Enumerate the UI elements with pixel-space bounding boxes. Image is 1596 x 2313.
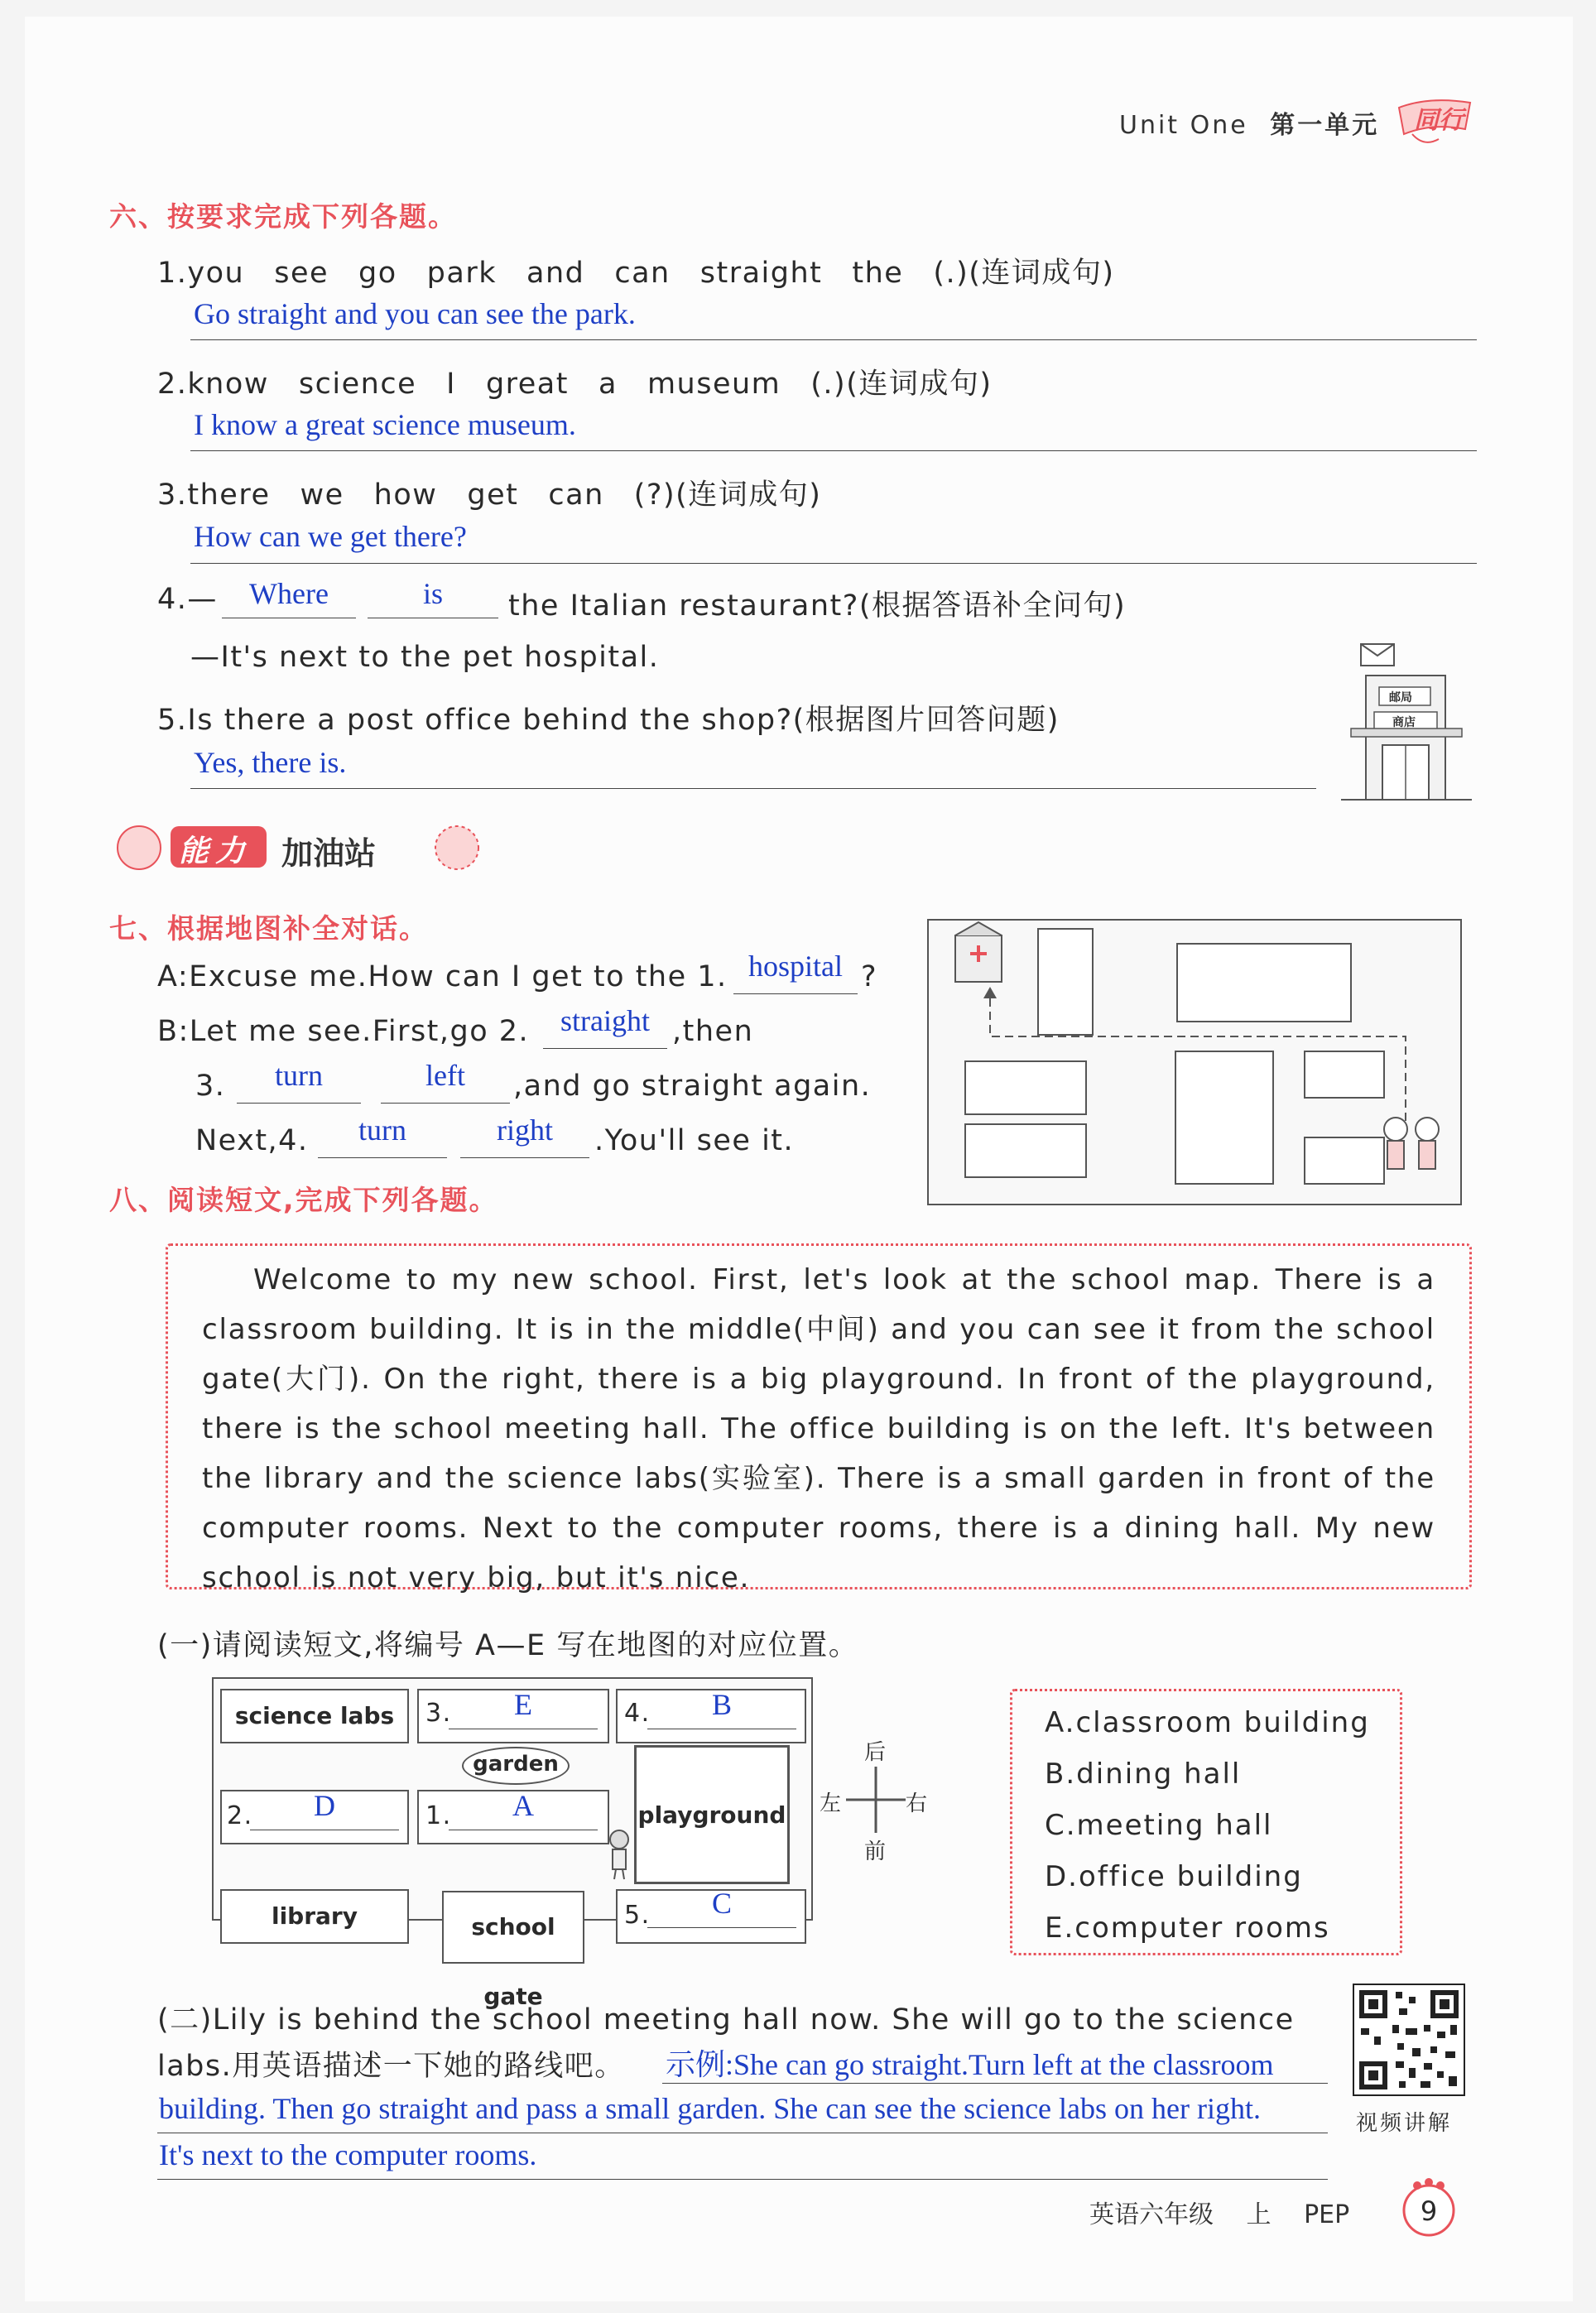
s8-part2-answer2[interactable]: building. Then go straight and pass a small garden. She can see the science labs on her right. <box>159 2092 1261 2125</box>
s6-q2: 2.know science I great a museum (.)(连词成句) <box>157 368 993 401</box>
passage <box>202 1255 1435 1603</box>
s8-part1-title: (一)请阅读短文,将编号 A—E 写在地图的对应位置。 <box>157 1629 859 1662</box>
s6-q5-line <box>190 788 1316 789</box>
qr-code[interactable] <box>1353 1984 1465 2096</box>
s7-line3-end: ,and go straight again. <box>513 1070 872 1103</box>
section7-title: 七、根据地图补全对话。 <box>109 912 428 945</box>
s8-part2-line1: (二)Lily is behind the school meeting hall now. She will go to the science <box>157 2003 1295 2036</box>
s6-q3: 3.there we how get can (?)(连词成句) <box>157 478 822 512</box>
map-b4-blank[interactable]: B <box>647 1690 796 1729</box>
s7-line4-end: .You'll see it. <box>594 1124 795 1157</box>
s6-q3-line <box>190 563 1477 564</box>
s8-part2-line2: labs.用英语描述一下她的路线吧。 <box>157 2050 625 2083</box>
option-e: E.computer rooms <box>1045 1911 1330 1945</box>
map-b4-num: 4. <box>624 1699 651 1728</box>
option-c: C.meeting hall <box>1045 1809 1273 1842</box>
shop-label: 商店 <box>1392 716 1416 729</box>
s7-blank2[interactable]: straight <box>543 1007 667 1049</box>
s7-blank3b[interactable]: left <box>381 1061 510 1104</box>
s7-line-a-end: ? <box>861 960 878 993</box>
s6-q1-line <box>190 339 1477 340</box>
s6-q4-blank1[interactable]: Where <box>222 579 356 618</box>
option-a: A.classroom building <box>1045 1706 1370 1739</box>
post-office-label: 邮局 <box>1389 691 1412 704</box>
s8-part2-answer3[interactable]: It's next to the computer rooms. <box>159 2138 537 2171</box>
map-playground: playground <box>634 1745 790 1884</box>
section6-title: 六、按要求完成下列各题。 <box>109 200 457 233</box>
s7-line4-start: Next,4. <box>195 1124 309 1157</box>
passage-text: Welcome to my new school. First, let's look at the school map. There is a classroom building. It is in the middle(中间) and you can see it from the school gate(大门). On the right, there is a big playground. In front of the playground, there is the school meeting hall. The office building is on the left. It's between the library and the science labs(实验室). There is a small garden in front of the computer rooms. Next to the computer rooms, there is a dining hall. My new school is not very big, but it's nice. <box>202 1263 1435 1594</box>
s8-part2-answer1[interactable]: 示例:She can go straight.Turn left at the classroom <box>666 2048 1274 2081</box>
banner-left: 能力 <box>179 834 252 868</box>
map-garden: garden <box>462 1747 570 1785</box>
s7-blank1[interactable]: hospital <box>733 952 858 994</box>
s6-q5-answer[interactable]: Yes, there is. <box>194 746 347 779</box>
s7-blank4b[interactable]: right <box>460 1116 589 1158</box>
compass-right: 右 <box>906 1791 928 1816</box>
map-b2-blank[interactable]: D <box>250 1791 399 1830</box>
compass-front: 前 <box>864 1839 887 1864</box>
map-b5-num: 5. <box>624 1901 651 1930</box>
unit-en: Unit One <box>1119 111 1248 140</box>
logo-text: 同行 <box>1414 106 1464 135</box>
map-b1-blank[interactable]: A <box>449 1791 598 1830</box>
section8-title: 八、阅读短文,完成下列各题。 <box>109 1184 498 1216</box>
qr-code-icon <box>1354 1985 1464 2094</box>
hospital-icon <box>955 922 1002 982</box>
map-school-gate: school gate <box>442 1891 584 1964</box>
footer-page-badge <box>1399 2177 1459 2237</box>
footer-edition: PEP <box>1304 2200 1350 2229</box>
header-unit <box>1119 104 1379 141</box>
option-d: D.office building <box>1045 1860 1303 1893</box>
s6-q3-answer[interactable]: How can we get there? <box>194 520 467 553</box>
s7-blank4a[interactable]: turn <box>318 1116 447 1158</box>
footer-term: 上 <box>1246 2200 1272 2229</box>
lily-icon <box>606 1828 632 1881</box>
map-library: library <box>220 1889 409 1944</box>
s6-q1-answer[interactable]: Go straight and you can see the park. <box>194 297 636 330</box>
kids-icon <box>1384 1118 1439 1169</box>
s7-line-b: B:Let me see.First,go 2. <box>157 1015 530 1048</box>
s6-q4-num: 4.— <box>157 583 218 616</box>
s8-part2-line-c <box>157 2179 1328 2180</box>
option-b: B.dining hall <box>1045 1758 1242 1791</box>
s6-q4-blank2[interactable]: is <box>368 579 498 618</box>
s7-line-a: A:Excuse me.How can I get to the 1. <box>157 960 728 993</box>
banner-right: 加油站 <box>281 835 377 872</box>
s6-q2-line <box>190 450 1477 451</box>
qr-label: 视频讲解 <box>1356 2111 1453 2136</box>
compass-back: 后 <box>864 1740 887 1765</box>
map-b3-blank[interactable]: E <box>449 1690 598 1729</box>
map-b2-num: 2. <box>227 1801 253 1830</box>
header-logo <box>1396 93 1475 151</box>
footer <box>1089 2194 1349 2230</box>
footer-subject: 英语六年级 <box>1089 2200 1214 2229</box>
compass-left: 左 <box>820 1791 842 1816</box>
s6-q4-reply: —It's next to the pet hospital. <box>190 641 660 674</box>
s6-q4-rest: the Italian restaurant?(根据答语补全问句) <box>508 589 1127 623</box>
page-number: 9 <box>1420 2195 1438 2227</box>
banner <box>109 816 487 876</box>
map-b5-blank[interactable]: C <box>647 1889 796 1928</box>
s7-line-b-end: ,then <box>672 1015 754 1048</box>
map-science-labs: science labs <box>220 1689 409 1743</box>
s7-blank3a[interactable]: turn <box>237 1061 361 1104</box>
map-b1-num: 1. <box>425 1801 452 1830</box>
s7-map-drawing <box>927 919 1462 1205</box>
options-list <box>1045 1697 1370 1954</box>
unit-cn: 第一单元 <box>1270 111 1380 140</box>
post-office-shop-picture <box>1341 637 1472 810</box>
s6-q1: 1.you see go park and can straight the (.)(连词成句) <box>157 257 1115 290</box>
s8-part2-line-a <box>662 2083 1328 2084</box>
compass <box>820 1734 927 1866</box>
s7-line3-num: 3. <box>195 1070 226 1103</box>
s6-q5: 5.Is there a post office behind the shop?(根据图片回答问题) <box>157 704 1060 737</box>
map-b3-num: 3. <box>425 1699 452 1728</box>
s6-q2-answer[interactable]: I know a great science museum. <box>194 408 576 441</box>
